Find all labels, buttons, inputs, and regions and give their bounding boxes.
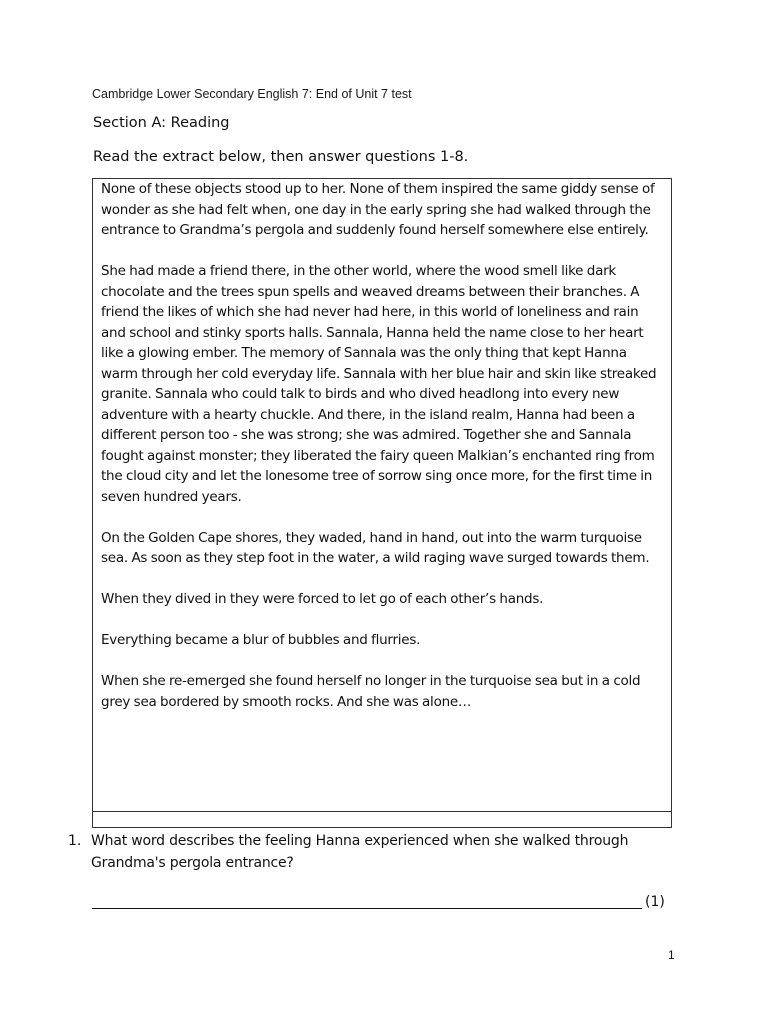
extract-text: [101, 179, 665, 733]
question-marks: (1): [645, 894, 665, 910]
document-header: Cambridge Lower Secondary English 7: End of Unit 7 test: [92, 87, 412, 101]
extract-box: [92, 178, 672, 828]
extract-paragraph-4: When they dived in they were forced to let go of each other’s hands.: [101, 591, 544, 607]
extract-divider: [93, 811, 671, 812]
page-number: 1: [668, 948, 675, 962]
answer-line[interactable]: [92, 908, 642, 909]
extract-paragraph-2: She had made a friend there, in the other world, where the wood smell like dark chocolate and the trees spun spells and weaved dreams between their branches. A friend the likes of which she had never had here, in this world of loneliness and rain and school and stinky sports halls. Sannala, Hanna held the name close to her heart like a glowing ember. The memory of Sannala was the only thing that kept Hanna warm through her cold everyday life. Sannala with her blue hair and skin like streaked granite. Sannala who could talk to birds and who dived headlong into every new adventure with a hearty chuckle. And there, in the island realm, Hanna had been a different person too - she was strong; she was admired. Together she and Sannala fought against monster; they liberated the fairy queen Malkian’s enchanted ring from the cloud city and let the lonesome tree of sorrow sing once more, for the first time in seven hundred years.: [101, 263, 657, 505]
extract-paragraph-5: Everything became a blur of bubbles and flurries.: [101, 632, 421, 648]
question-text: What word describes the feeling Hanna experienced when she walked through Grandma's pergola entrance?: [91, 833, 629, 871]
extract-paragraph-1: None of these objects stood up to her. None of them inspired the same giddy sense of wonder as she had felt when, one day in the early spring she had walked through the entrance to Grandma’s pergola and suddenly found herself somewhere else entirely.: [101, 181, 655, 238]
instruction-text: Read the extract below, then answer questions 1-8.: [93, 149, 469, 165]
extract-paragraph-3: On the Golden Cape shores, they waded, hand in hand, out into the warm turquoise sea. As soon as they step foot in the water, a wild raging wave surged towards them.: [101, 529, 650, 566]
question-number: 1.: [68, 833, 82, 849]
extract-paragraph-6: When she re-emerged she found herself no longer in the turquoise sea but in a cold grey sea bordered by smooth rocks. And she was alone…: [101, 673, 641, 710]
section-title: Section A: Reading: [93, 115, 230, 131]
